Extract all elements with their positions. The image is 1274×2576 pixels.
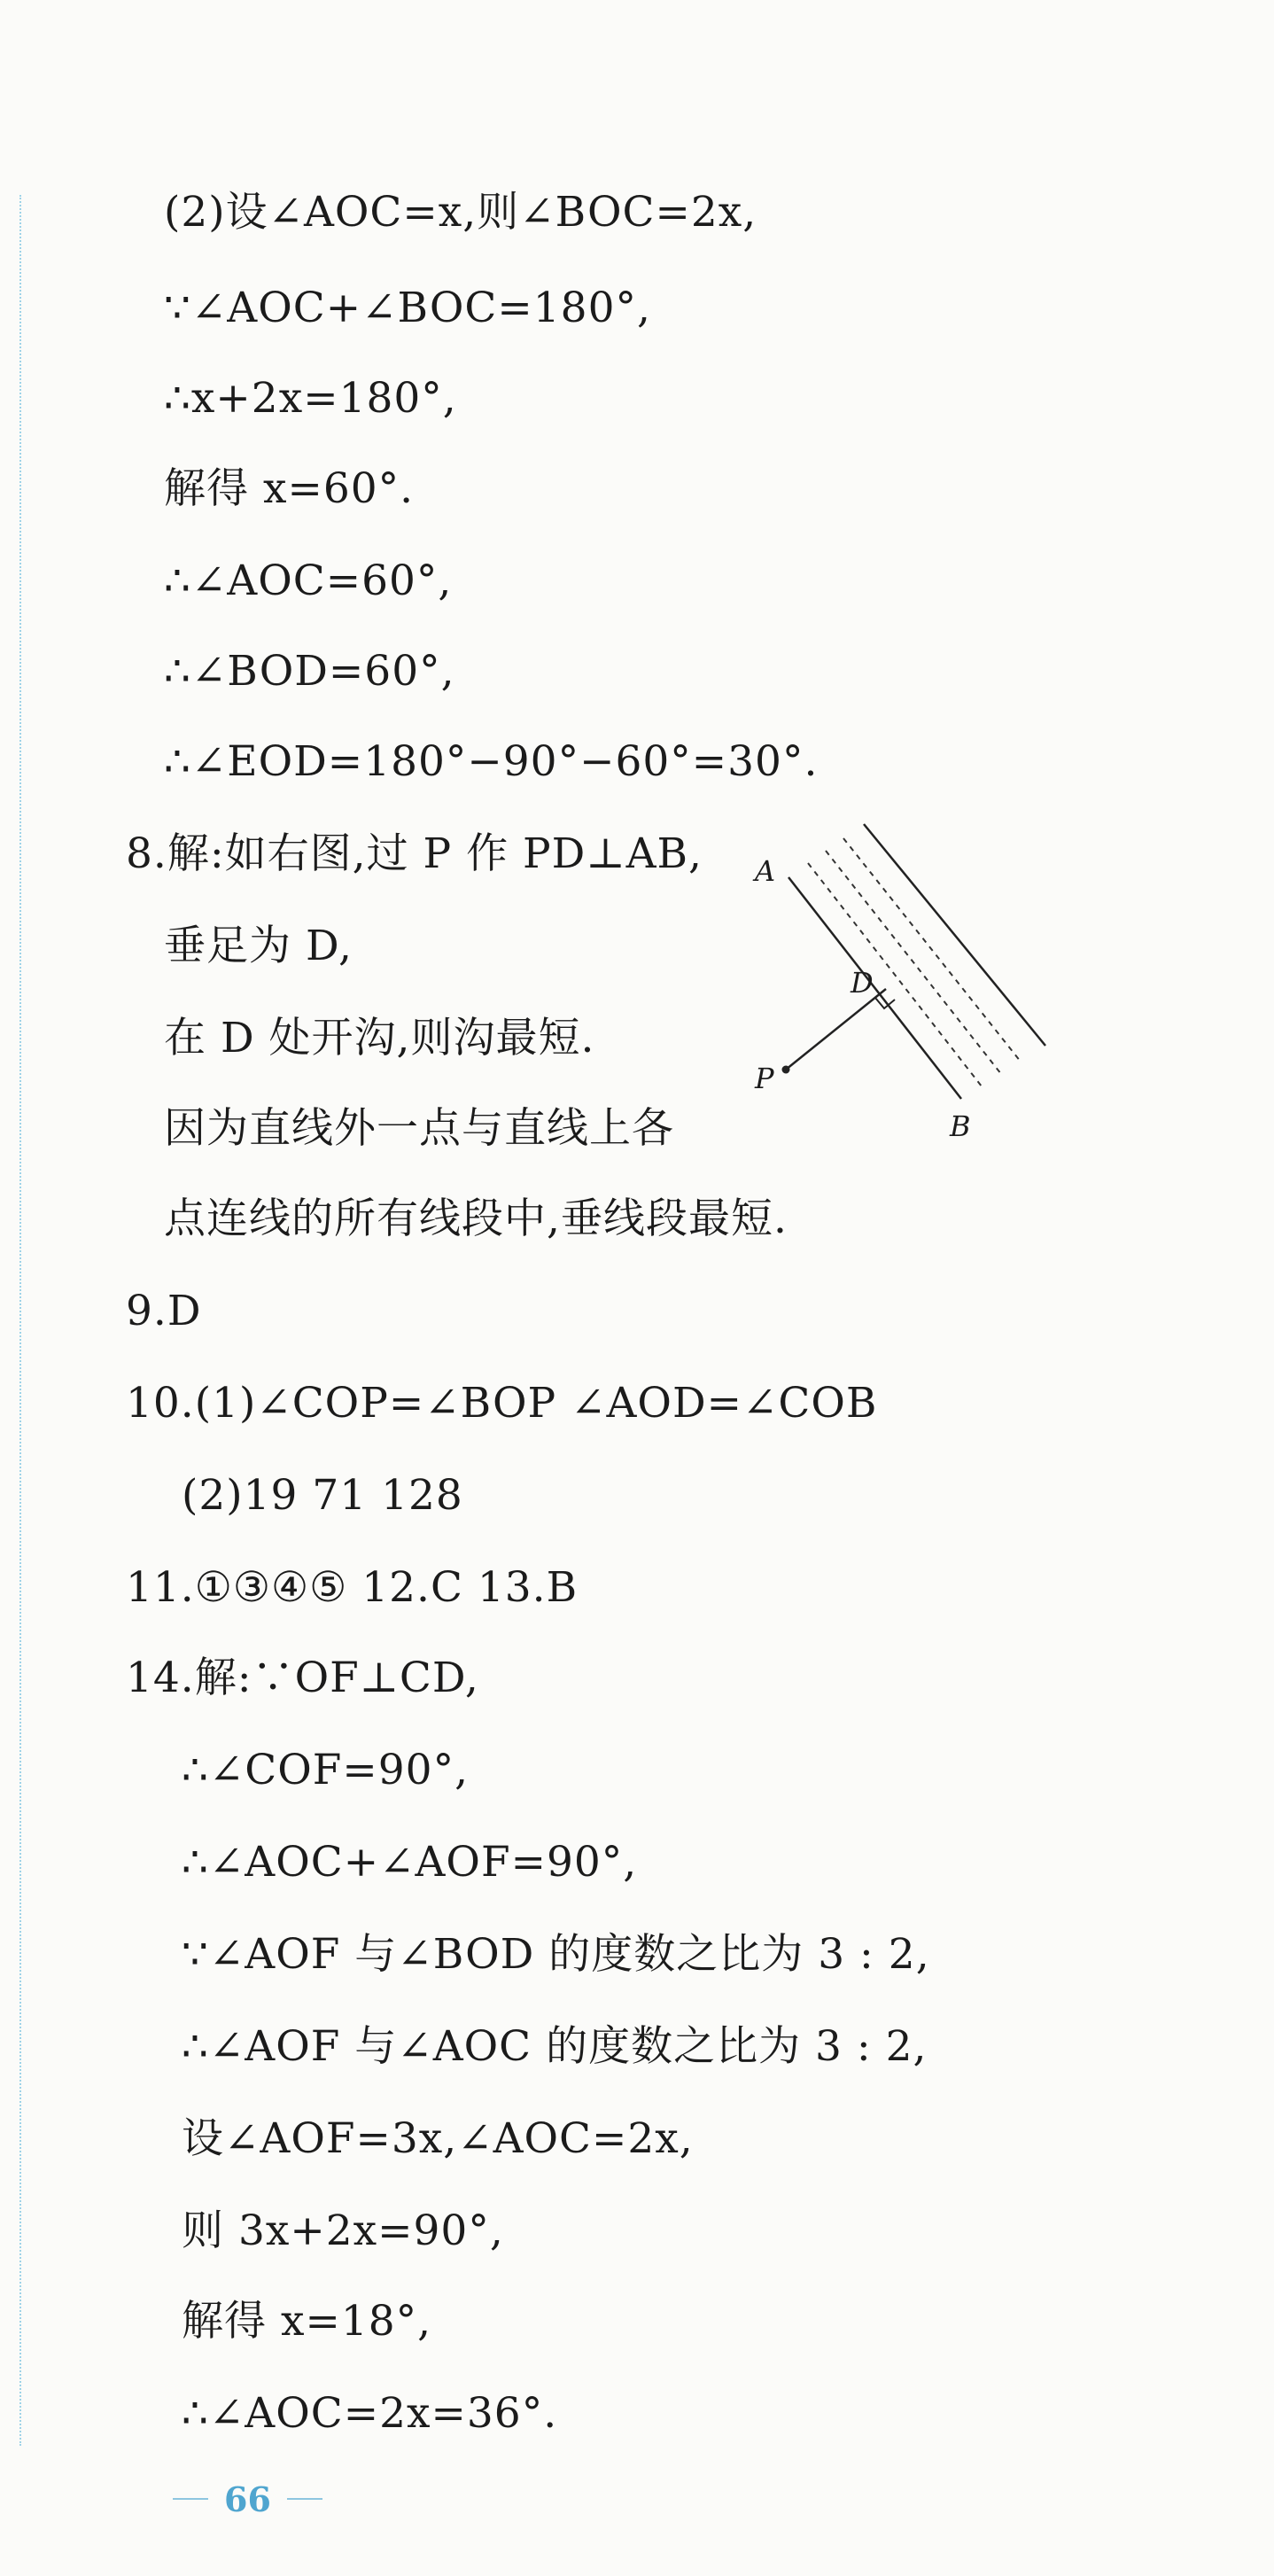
line-16: 11.①③④⑤ 12.C 13.B [126,1563,579,1612]
line-3: ∴x+2x=180°, [164,374,457,423]
line-7: ∴∠EOD=180°−90°−60°=30°. [164,737,819,786]
dashed-line-3 [843,838,1021,1062]
line-20: ∵∠AOF 与∠BOD 的度数之比为 3 : 2, [182,1930,930,1979]
perpendicular-diagram [744,806,1063,1143]
point-p [782,1066,790,1074]
line-4: 解得 x=60°. [164,464,415,513]
line-25: ∴∠AOC=2x=36°. [182,2389,558,2438]
line-15: (2)19 71 128 [182,1471,463,1520]
line-14: 10.(1)∠COP=∠BOP ∠AOD=∠COB [126,1379,878,1428]
label-d: D [851,966,874,1000]
line-12: 点连线的所有线段中,垂线段最短. [164,1195,788,1243]
dashed-line-1 [808,863,982,1086]
line-6: ∴∠BOD=60°, [164,647,455,696]
line-13: 9.D [126,1287,202,1335]
page-footer [173,2472,350,2525]
line-23: 则 3x+2x=90°, [182,2206,504,2255]
line-9: 垂足为 D, [164,922,353,970]
segment-pd [786,989,886,1070]
footer-dash-right [287,2498,322,2500]
line-22: 设∠AOF=3x,∠AOC=2x, [182,2114,694,2163]
line-11: 因为直线外一点与直线上各 [164,1104,674,1153]
line-5: ∴∠AOC=60°, [164,556,453,605]
label-b: B [950,1109,971,1143]
line-1: (2)设∠AOC=x,则∠BOC=2x, [164,188,757,237]
line-18: ∴∠COF=90°, [182,1746,470,1794]
line-10: 在 D 处开沟,则沟最短. [164,1014,595,1062]
label-p: P [755,1062,774,1095]
footer-dash-left [173,2498,208,2500]
line-24: 解得 x=18°, [182,2297,432,2346]
line-2: ∵∠AOC+∠BOC=180°, [164,284,651,332]
line-21: ∴∠AOF 与∠AOC 的度数之比为 3 : 2, [182,2022,928,2071]
line-8: 8.解:如右图,过 P 作 PD⊥AB, [126,829,703,878]
margin-rule [19,195,25,2446]
page-number: 66 [224,2479,271,2519]
line-17: 14.解:∵OF⊥CD, [126,1654,479,1702]
label-a: A [755,854,776,888]
line-19: ∴∠AOC+∠AOF=90°, [182,1838,638,1887]
